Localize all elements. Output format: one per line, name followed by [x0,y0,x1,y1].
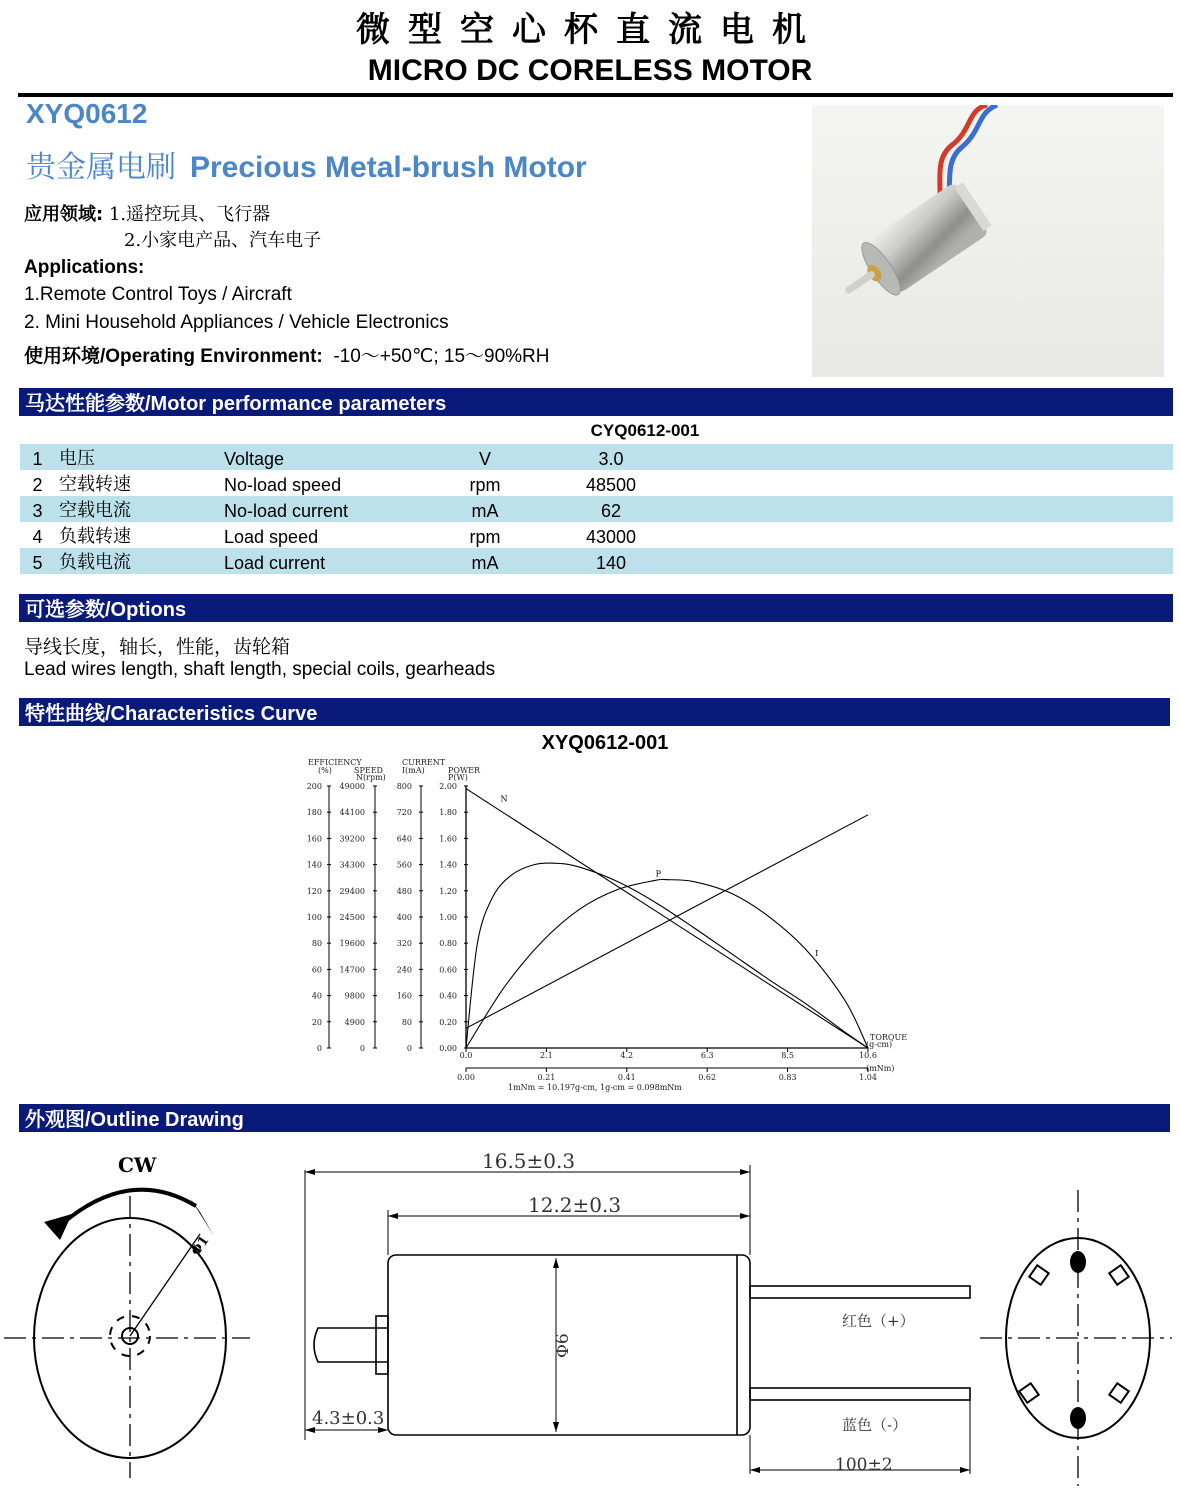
application-item-en: 2. Mini Household Appliances / Vehicle Electronics [24,312,449,333]
table-row [20,522,1173,548]
y-tick-label-efficiency: 20 [311,1017,322,1027]
row-number: 4 [32,527,43,547]
x-tick-label-gcm: 10.6 [859,1051,877,1060]
application-item-en: 1.Remote Control Toys / Aircraft [24,284,292,305]
y-tick-label-power: 1.00 [439,913,457,922]
x-tick-label-gcm: 4.2 [620,1051,634,1060]
param-name-zh: 空载转速 [59,474,131,495]
y-tick-label-speed: 14700 [339,965,365,975]
axis-header-efficiency-unit: (%) [318,766,332,775]
series-line-p [466,879,868,1048]
performance-column-header: CYQ0612-001 [590,421,700,440]
param-value: 140 [595,553,627,573]
section-outline: 外观图/Outline Drawing [19,1104,1170,1132]
rotation-arrow-right [190,1198,214,1236]
series-line-e [466,863,868,1048]
y-tick-label-power: 0.60 [439,965,457,975]
series-label-i: I [815,949,819,959]
series-line-n [466,789,868,1048]
y-tick-label-power: 1.60 [439,834,457,844]
x-tick-label-mnm: 0.83 [778,1073,797,1082]
x-tick-label-gcm: 2.1 [540,1051,553,1060]
motor-photo [812,105,1164,377]
param-name-en: Load speed [224,527,319,547]
outline-drawing [0,1130,1180,1491]
dimension-total-length: 16.5±0.3 [482,1149,576,1173]
dimension-diameter: Φ6 [553,1333,573,1358]
y-tick-label-efficiency: 140 [306,860,322,870]
applications-chinese [24,202,321,254]
y-tick-label-speed: 34300 [339,860,365,870]
chart-title: XYQ0612-001 [541,732,669,754]
y-tick-label-efficiency: 120 [306,886,322,896]
front-view [4,1190,250,1478]
x-tick-label-mnm: 1.04 [859,1073,877,1082]
y-tick-label-speed: 29400 [339,886,365,896]
x-tick-label-mnm: 0.62 [698,1073,717,1082]
wire-blue-label: 蓝色（-） [842,1416,908,1434]
series-label-p: P [655,869,662,879]
application-item-zh: 2.小家电产品、汽车电子 [124,230,322,251]
dimension-wire-length: 100±2 [835,1455,893,1475]
param-unit: rpm [469,475,501,495]
y-tick-label-current: 480 [396,886,412,896]
product-subtitle [26,142,587,186]
environment-value: -10～+50℃; 15～90%RH [333,346,550,367]
operating-environment [24,341,550,368]
section-performance: 马达性能参数/Motor performance parameters [19,388,1173,416]
y-tick-label-power: 0.80 [439,939,457,949]
y-tick-label-power: 0.40 [439,991,457,1001]
param-unit: mA [471,553,499,573]
hole-diameter-label: Φ1 [188,1233,213,1259]
y-tick-label-current: 640 [396,834,412,844]
y-tick-label-efficiency: 40 [311,991,322,1001]
terminal-top [1070,1251,1086,1273]
options-text-en: Lead wires length, shaft length, special coils, gearheads [24,659,496,680]
table-row [20,496,1173,522]
axis-header-power: POWER [448,766,481,775]
param-value: 48500 [585,475,637,495]
y-tick-label-speed: 9800 [344,991,365,1001]
rear-view [980,1190,1172,1486]
y-tick-label-efficiency: 80 [311,939,322,949]
param-name-en: No-load speed [224,475,342,495]
rotation-label: CW [118,1153,157,1177]
y-tick-label-speed: 39200 [339,834,365,844]
y-tick-label-power: 0.00 [439,1044,457,1053]
axis-header-speed-unit: N(rpm) [356,773,386,782]
table-row [20,470,1173,496]
y-tick-label-efficiency: 100 [306,913,322,922]
motor-illustration [812,105,1164,377]
param-value: 62 [600,501,622,521]
x-axis-label-mnm: (mNm) [866,1064,895,1073]
x-axis-label-torque-unit: (g-cm) [866,1040,893,1049]
x-tick-label-mnm: 0.00 [457,1073,475,1082]
dimension-shaft-length: 4.3±0.3 [312,1408,385,1429]
rotation-arrow-left [44,1214,72,1240]
row-number: 5 [32,553,43,573]
y-tick-label-current: 80 [401,1017,412,1027]
applications-heading: Applications: [24,257,145,278]
param-name-zh: 电压 [59,448,95,469]
y-tick-label-current: 0 [406,1044,412,1053]
y-tick-label-efficiency: 200 [306,782,322,791]
y-tick-label-power: 1.80 [439,808,457,818]
options-text-zh: 导线长度，轴长，性能，齿轮箱 [24,636,291,658]
section-options: 可选参数/Options [19,594,1173,622]
y-tick-label-current: 560 [396,860,412,870]
title-english: MICRO DC CORELESS MOTOR [367,54,813,87]
y-tick-label-speed: 44100 [339,808,365,818]
subtitle-chinese: 贵金属电刷 [26,150,176,185]
y-tick-label-current: 400 [396,913,412,922]
axis-header-current-unit: I(mA) [402,766,425,775]
subtitle-english: Precious Metal-brush Motor [190,151,587,184]
terminal-bottom [1070,1407,1086,1429]
y-tick-label-speed: 0 [359,1044,365,1053]
table-row [20,444,1173,470]
param-value: 43000 [585,527,637,547]
x-tick-label-gcm: 0.0 [459,1051,473,1060]
series-line-i [466,815,868,1029]
title-chinese: 微型空心杯直流电机 [356,10,824,50]
x-tick-label-gcm: 6.3 [700,1051,714,1060]
unit-conversion-note: 1mNm = 10.197g-cm, 1g-cm = 0.098mNm [508,1083,682,1092]
y-tick-label-speed: 24500 [339,913,365,922]
characteristics-chart [0,750,1180,1100]
model-number: XYQ0612 [26,98,148,129]
y-tick-label-current: 720 [396,808,412,818]
header-divider [18,93,1173,97]
application-item-zh: 1.遥控玩具、飞行器 [108,204,271,225]
axis-header-efficiency: EFFICIENCY [308,758,362,767]
x-tick-label-mnm: 0.21 [537,1073,556,1082]
axis-header-power-unit: P(W) [448,773,468,782]
x-tick-label-gcm: 8.5 [781,1051,794,1060]
axis-header-speed: SPEED [354,766,383,775]
param-name-zh: 负载转速 [59,526,131,547]
series-label-n: N [500,794,508,804]
y-tick-label-efficiency: 160 [306,834,322,844]
param-value: 3.0 [598,449,624,469]
param-name-en: Load current [224,553,326,573]
y-tick-label-current: 160 [396,991,412,1001]
y-tick-label-speed: 49000 [339,782,365,791]
param-unit: V [478,449,491,469]
wire-red-label: 红色（+） [842,1312,915,1330]
row-number: 1 [32,449,43,469]
y-tick-label-power: 2.00 [439,782,457,791]
param-name-zh: 空载电流 [59,500,131,521]
param-unit: rpm [469,527,501,547]
y-tick-label-speed: 19600 [339,939,365,949]
section-characteristics: 特性曲线/Characteristics Curve [19,698,1170,726]
param-name-zh: 负载电流 [59,552,131,573]
axis-header-current: CURRENT [402,758,446,767]
param-unit: mA [471,501,499,521]
y-tick-label-efficiency: 60 [311,965,322,975]
applications-label: 应用领域: [24,204,104,225]
y-tick-label-power: 1.40 [439,860,457,870]
y-tick-label-efficiency: 180 [306,808,322,818]
dimension-body-length: 12.2±0.3 [528,1193,622,1217]
row-number: 3 [32,501,43,521]
x-axis-label-torque: TORQUE [870,1033,908,1042]
y-tick-label-power: 0.20 [439,1017,457,1027]
y-tick-label-current: 240 [396,965,412,975]
y-tick-label-efficiency: 0 [316,1044,322,1053]
performance-table [20,444,1173,574]
y-tick-label-speed: 4900 [344,1017,365,1027]
y-tick-label-power: 1.20 [439,886,457,896]
x-tick-label-mnm: 0.41 [617,1073,636,1082]
table-row [20,548,1173,574]
environment-label: 使用环境/Operating Environment: [24,346,323,367]
y-tick-label-current: 800 [396,782,412,791]
param-name-en: Voltage [224,449,285,469]
row-number: 2 [32,475,43,495]
y-tick-label-current: 320 [396,939,412,949]
param-name-en: No-load current [224,501,349,521]
